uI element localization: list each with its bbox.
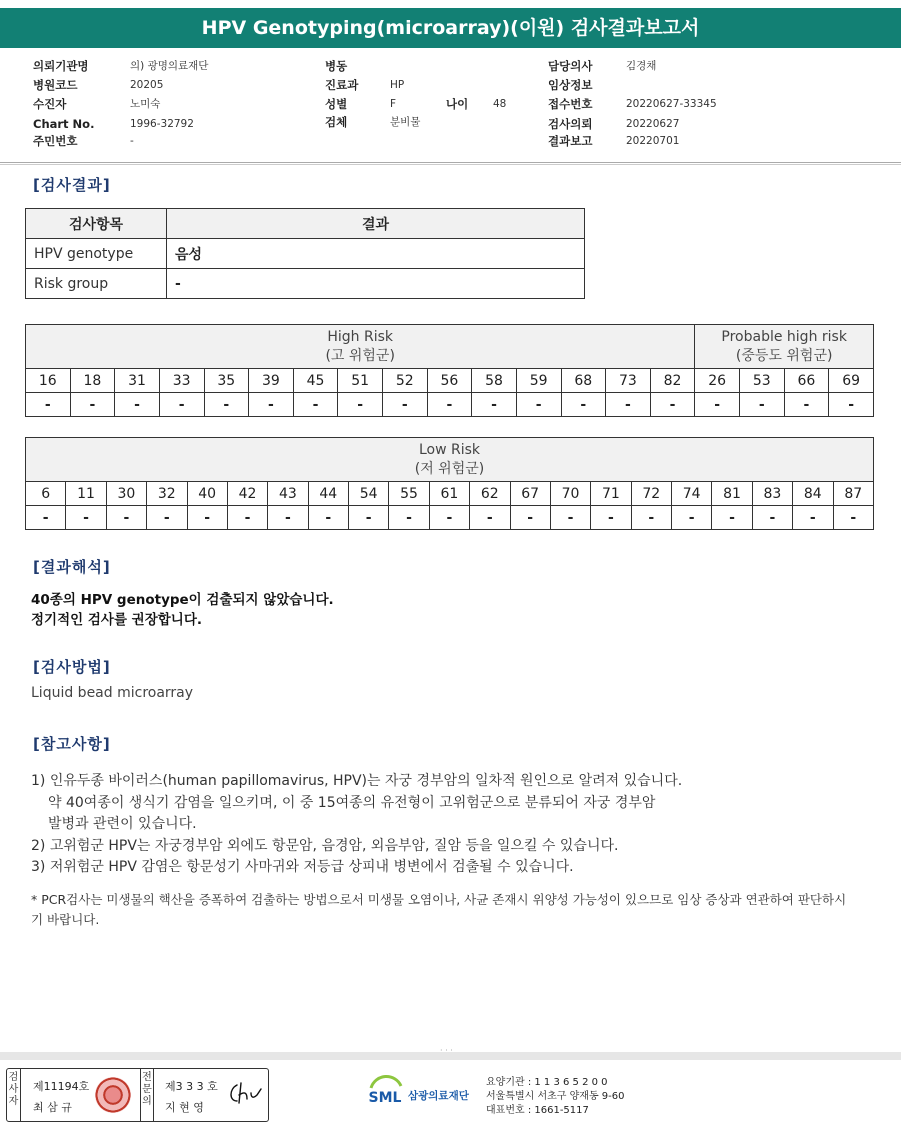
hpv-result-cell: -: [427, 393, 472, 417]
section-title-method: [검사방법]: [33, 658, 111, 676]
label-char: 의: [142, 1096, 152, 1107]
hpv-type-cell: 82: [650, 369, 695, 393]
footnote: * PCR검사는 미생물의 핵산을 증폭하여 검출하는 방법으로서 미생물 오염이나, 사균 존재시 위양성 가능성이 있으므로 임상 증상과 연관하여 판단하시기 바랍니다.: [31, 892, 847, 927]
hpv-result-cell: -: [833, 506, 874, 530]
hpv-type-cell: 39: [249, 369, 294, 393]
hpv-result-cell: -: [389, 506, 429, 530]
info-label: 접수번호: [548, 97, 593, 111]
hpv-result-cell: -: [672, 506, 712, 530]
hpv-result-cell: -: [695, 393, 740, 417]
info-label: 검사의뢰: [548, 117, 593, 131]
info-value: 20220627-33345: [626, 98, 717, 110]
contact-line: 대표번호 : 1661-5117: [486, 1105, 589, 1116]
info-value: HP: [390, 79, 405, 91]
table-header: 검사항목: [26, 209, 167, 239]
logo-text: SML: [368, 1090, 402, 1106]
hpv-type-cell: 83: [752, 482, 792, 506]
high-risk-type-row: [26, 369, 874, 393]
hpv-type-cell: 40: [187, 482, 227, 506]
label-char: 문: [142, 1084, 152, 1095]
hpv-type-cell: 61: [429, 482, 469, 506]
low-risk-sublabel: (저 위험군): [414, 461, 485, 477]
specialist-name: 지 현 영: [165, 1101, 204, 1114]
hpv-result-cell: -: [227, 506, 267, 530]
table-cell: 음성: [167, 239, 585, 269]
examiner-name: 최 삼 규: [33, 1101, 72, 1114]
note-line: 1) 인유두종 바이러스(human papillomavirus, HPV)는 자궁 경부암의 일차적 원인으로 알려져 있습니다.: [31, 773, 683, 789]
low-risk-table: [25, 437, 874, 530]
table-row: [26, 269, 585, 299]
hpv-result-cell: -: [550, 506, 590, 530]
hpv-result-cell: -: [472, 393, 517, 417]
table-row: [26, 239, 585, 269]
hpv-result-cell: -: [187, 506, 227, 530]
high-risk-sublabel: (고 위험군): [325, 348, 395, 364]
high-risk-result-row: [26, 393, 874, 417]
hpv-result-cell: -: [561, 393, 606, 417]
low-risk-result-row: [26, 506, 874, 530]
hpv-type-cell: 45: [293, 369, 338, 393]
hpv-type-cell: 11: [66, 482, 106, 506]
examiner-vertical-label: [7, 1069, 21, 1121]
label-char: 검: [8, 1072, 19, 1083]
info-label: 담당의사: [548, 59, 593, 73]
hpv-result-cell: -: [106, 506, 146, 530]
high-risk-label: High Risk: [327, 329, 394, 345]
hpv-type-cell: 72: [631, 482, 671, 506]
hpv-type-cell: 56: [427, 369, 472, 393]
hpv-type-cell: 26: [695, 369, 740, 393]
examiner-number: 제11194호: [33, 1080, 90, 1093]
sml-logo-icon: [365, 1074, 405, 1114]
label-char: 전: [142, 1072, 152, 1083]
info-value: 20220701: [626, 135, 680, 147]
hpv-result-cell: -: [70, 393, 115, 417]
hpv-result-cell: -: [383, 393, 428, 417]
info-label: Chart No.: [33, 117, 95, 131]
report-title: HPV Genotyping(microarray)(이원) 검사결과보고서: [0, 8, 901, 48]
hpv-type-cell: 69: [829, 369, 874, 393]
hpv-result-cell: -: [308, 506, 348, 530]
probable-high-risk-header: [695, 325, 874, 369]
label-char: 자: [8, 1096, 19, 1107]
hpv-type-cell: 52: [383, 369, 428, 393]
hpv-type-cell: 62: [470, 482, 510, 506]
reference-notes: [31, 771, 682, 879]
interpretation-line: 40종의 HPV genotype이 검출되지 않았습니다.: [31, 592, 334, 608]
hpv-result-cell: -: [631, 506, 671, 530]
hpv-result-cell: -: [26, 506, 66, 530]
hpv-type-cell: 84: [793, 482, 833, 506]
info-label: 수진자: [33, 97, 67, 111]
hpv-type-cell: 74: [672, 482, 712, 506]
hpv-type-cell: 73: [606, 369, 651, 393]
org-name: 삼광의료재단: [408, 1090, 469, 1102]
info-value: F: [390, 98, 397, 110]
hpv-result-cell: -: [793, 506, 833, 530]
info-label: 임상정보: [548, 78, 593, 92]
note-line: 3) 저위험군 HPV 감염은 항문성기 사마귀와 저등급 상피내 병변에서 검출될 수 있습니다.: [31, 859, 574, 875]
info-label: 병원코드: [33, 78, 78, 92]
hpv-result-cell: -: [293, 393, 338, 417]
probable-high-risk-label: Probable high risk: [721, 329, 847, 345]
info-value: 20220627: [626, 118, 680, 130]
interpretation-text: [31, 590, 334, 630]
hpv-result-cell: -: [752, 506, 792, 530]
hpv-result-cell: -: [26, 393, 71, 417]
info-value: 의) 광명의료재단: [130, 60, 209, 72]
hpv-type-cell: 53: [740, 369, 785, 393]
info-label: 나이: [446, 97, 469, 111]
hpv-result-cell: -: [338, 393, 383, 417]
hpv-type-cell: 81: [712, 482, 752, 506]
note-line: 약 40여종이 생식기 감염을 일으키며, 이 중 15여종의 유전형이 고위험군으로 분류되어 자궁 경부암: [48, 794, 656, 811]
info-value: 분비물: [390, 116, 421, 128]
hpv-result-cell: -: [470, 506, 510, 530]
hpv-result-cell: -: [516, 393, 561, 417]
hpv-result-cell: -: [159, 393, 204, 417]
table-header: 결과: [167, 209, 585, 239]
result-table: [25, 208, 585, 299]
high-risk-table: [25, 324, 874, 417]
hpv-type-cell: 59: [516, 369, 561, 393]
hpv-result-cell: -: [115, 393, 160, 417]
note-line: 발병과 관련이 있습니다.: [48, 816, 197, 832]
signature-icon: [227, 1079, 265, 1107]
label-char: 사: [8, 1084, 19, 1095]
hpv-type-cell: 70: [550, 482, 590, 506]
hpv-type-cell: 67: [510, 482, 550, 506]
hpv-type-cell: 55: [389, 482, 429, 506]
note-line: 2) 고위험군 HPV는 자궁경부암 외에도 항문암, 음경암, 외음부암, 질암 등을 일으킬 수 있습니다.: [31, 837, 619, 854]
specialist-number: 제3 3 3 호: [165, 1080, 218, 1093]
info-label: 병동: [325, 59, 348, 73]
hpv-type-cell: 33: [159, 369, 204, 393]
info-label: 결과보고: [548, 134, 593, 148]
table-cell: -: [167, 269, 585, 299]
hpv-result-cell: -: [606, 393, 651, 417]
hpv-type-cell: 58: [472, 369, 517, 393]
contact-info: [486, 1076, 625, 1118]
contact-line: 서울특별시 서초구 양재동 9-60: [486, 1091, 625, 1102]
hpv-result-cell: -: [429, 506, 469, 530]
hpv-type-cell: 51: [338, 369, 383, 393]
hpv-type-cell: 71: [591, 482, 631, 506]
hpv-type-cell: 18: [70, 369, 115, 393]
interpretation-line: 정기적인 검사를 권장합니다.: [31, 612, 203, 628]
signature-box: [6, 1068, 269, 1122]
hpv-result-cell: -: [740, 393, 785, 417]
info-label: 주민번호: [33, 134, 78, 148]
hpv-type-cell: 43: [268, 482, 308, 506]
hpv-result-cell: -: [204, 393, 249, 417]
hpv-type-cell: 87: [833, 482, 874, 506]
hpv-type-cell: 35: [204, 369, 249, 393]
low-risk-header: [26, 438, 874, 482]
hpv-result-cell: -: [712, 506, 752, 530]
info-label: 의뢰기관명: [33, 59, 89, 73]
hpv-result-cell: -: [591, 506, 631, 530]
page-marker: · · ·: [440, 1046, 453, 1055]
hpv-type-cell: 66: [784, 369, 829, 393]
section-title-reference: [참고사항]: [33, 735, 111, 753]
hpv-result-cell: -: [147, 506, 187, 530]
hpv-result-cell: -: [829, 393, 874, 417]
hpv-type-cell: 30: [106, 482, 146, 506]
hpv-type-cell: 44: [308, 482, 348, 506]
table-cell: Risk group: [26, 269, 167, 299]
table-cell: HPV genotype: [26, 239, 167, 269]
divider: [0, 162, 901, 165]
hpv-type-cell: 31: [115, 369, 160, 393]
hpv-type-cell: 32: [147, 482, 187, 506]
high-risk-header: [26, 325, 695, 369]
hpv-result-cell: -: [249, 393, 294, 417]
info-value: -: [130, 135, 134, 147]
hpv-result-cell: -: [784, 393, 829, 417]
info-value: 노미숙: [130, 98, 161, 110]
hpv-type-cell: 6: [26, 482, 66, 506]
hpv-type-cell: 54: [349, 482, 389, 506]
info-value: 1996-32792: [130, 118, 194, 130]
hpv-type-cell: 16: [26, 369, 71, 393]
info-value: 20205: [130, 79, 164, 91]
hpv-result-cell: -: [66, 506, 106, 530]
seal-stamp-icon: [95, 1077, 131, 1113]
hpv-type-cell: 68: [561, 369, 606, 393]
hpv-result-cell: -: [268, 506, 308, 530]
hpv-result-cell: -: [510, 506, 550, 530]
section-title-interpretation: [결과해석]: [33, 558, 111, 576]
contact-line: 요양기관 : 1 1 3 6 5 2 0 0: [486, 1077, 608, 1088]
info-value: 48: [493, 98, 507, 110]
hpv-result-cell: -: [650, 393, 695, 417]
method-text: Liquid bead microarray: [31, 685, 194, 701]
hpv-result-cell: -: [349, 506, 389, 530]
patient-info: [0, 0, 901, 160]
info-label: 진료과: [325, 78, 359, 92]
info-label: 검체: [325, 115, 348, 129]
probable-high-risk-sublabel: (중등도 위험군): [735, 348, 833, 364]
hpv-type-cell: 42: [227, 482, 267, 506]
low-risk-label: Low Risk: [418, 442, 481, 458]
info-label: 성별: [325, 97, 348, 111]
low-risk-type-row: [26, 482, 874, 506]
section-title-result: [검사결과]: [33, 176, 111, 194]
specialist-vertical-label: [140, 1069, 154, 1121]
info-value: 김경채: [626, 60, 657, 72]
